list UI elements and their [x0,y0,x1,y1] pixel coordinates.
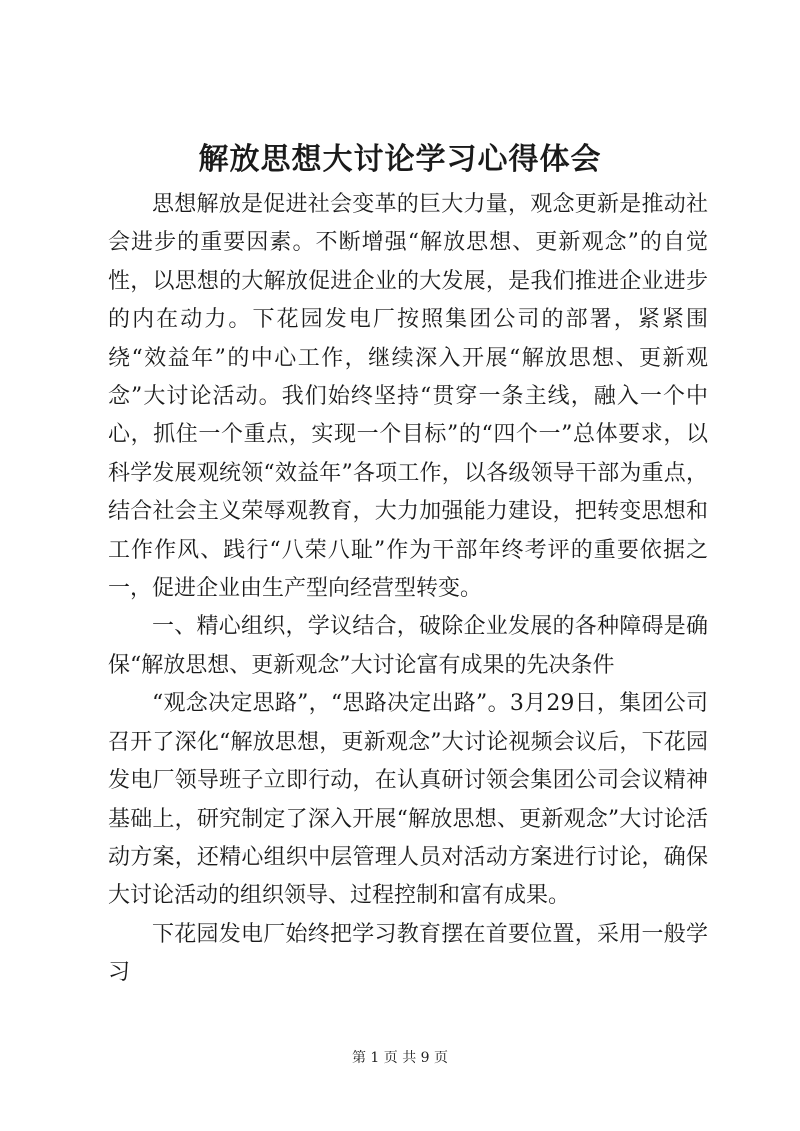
paragraph-section-1: “观念决定思路”，“思路决定出路”。3月29日，集团公司召开了深化“解放思想，更新观念”大讨论视频会议后，下花园发电厂领导班子立即行动，在认真研讨领会集团公司会议精神基础上，研究制定了深入开展“解放思想、更新观念”大讨论活动方案，还精心组织中层管理人员对活动方案进行讨论，确保大讨论活动的组织领导、过程控制和富有成果。 [108,691,708,909]
page-footer: 第 1 页 共 9 页 [351,1050,449,1066]
document-title: 解放思想大讨论学习心得体会 [198,142,602,177]
paragraph-section-1-continued: 下花园发电厂始终把学习教育摆在首要位置，采用一般学习 [108,921,708,986]
section-heading-1: 一、精心组织，学议结合，破除企业发展的各种障碍是确保“解放思想、更新观念”大讨论富有成果的先决条件 [108,614,708,678]
document-body [108,186,708,993]
paragraph-intro: 思想解放是促进社会变革的巨大力量，观念更新是推动社会进步的重要因素。不断增强“解放思想、更新观念”的自觉性，以思想的大解放促进企业的大发展，是我们推进企业进步的内在动力。下花园发电厂按照集团公司的部署，紧紧围绕“效益年”的中心工作，继续深入开展“解放思想、更新观念”大讨论活动。我们始终坚持“贯穿一条主线，融入一个中心，抓住一个重点，实现一个目标”的“四个一”总体要求，以科学发展观统领“效益年”各项工作，以各级领导干部为重点，结合社会主义荣辱观教育，大力加强能力建设，把转变思想和工作作风、践行“八荣八耻”作为干部年终考评的重要依据之一，促进企业由生产型向经营型转变。 [108,192,708,602]
